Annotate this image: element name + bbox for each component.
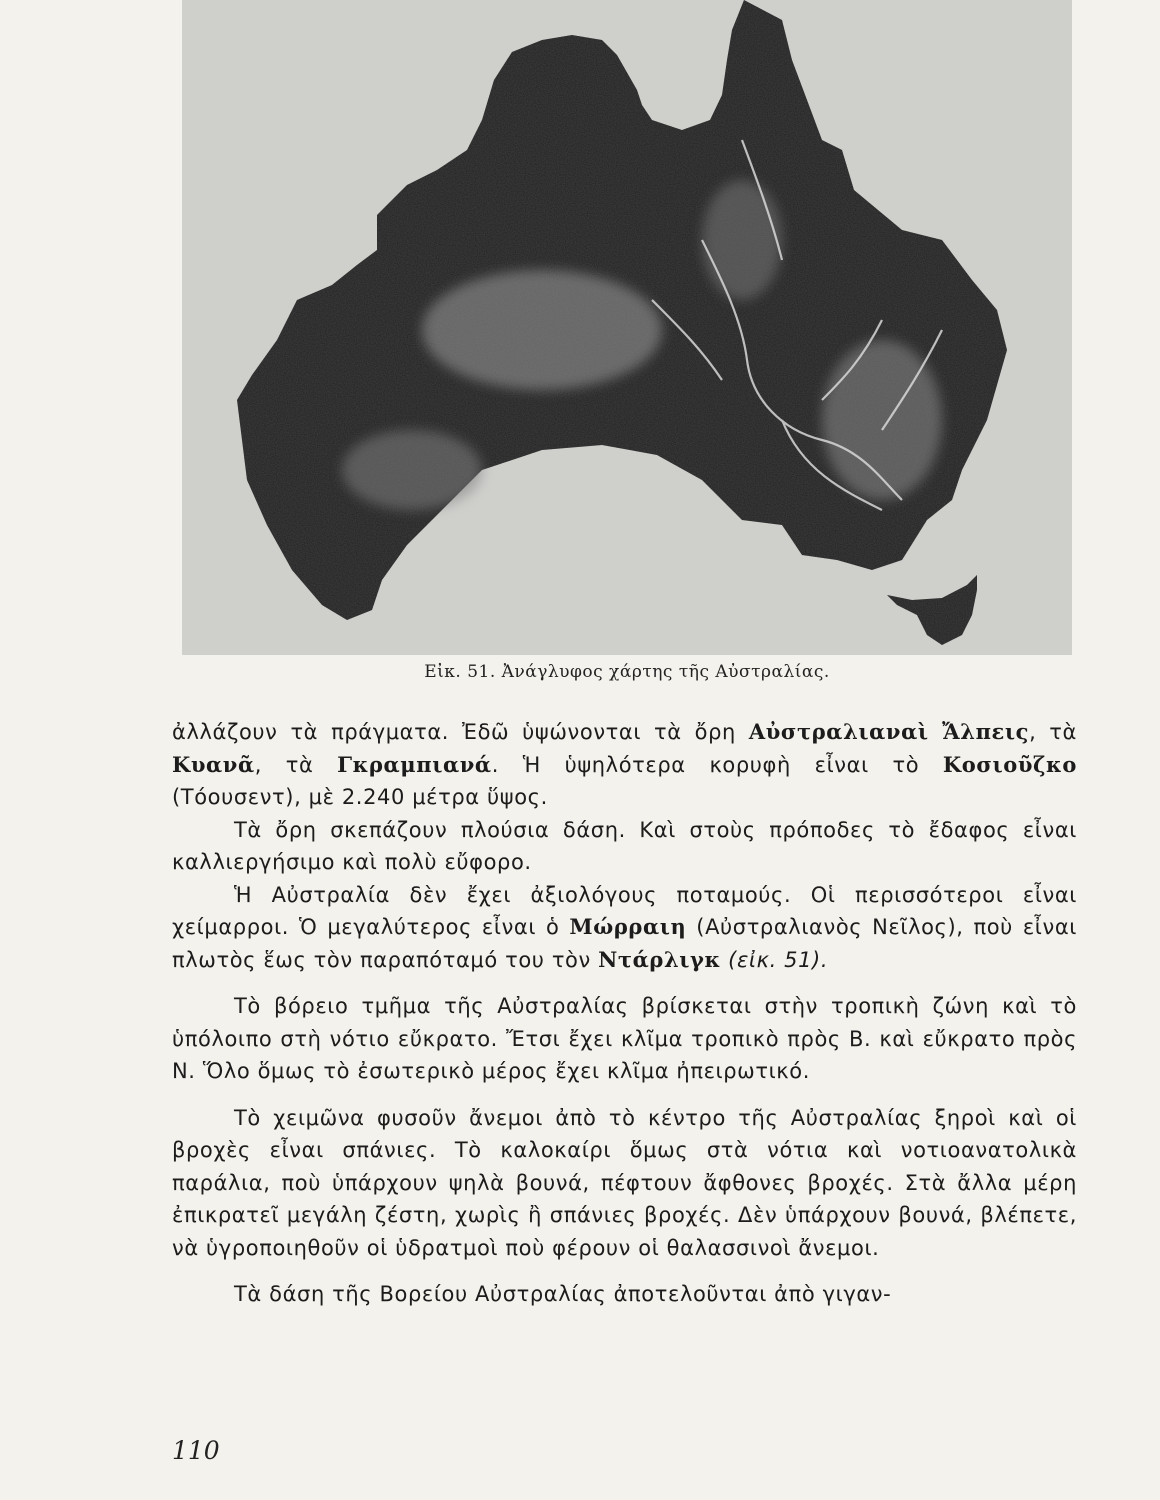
highlight-australian-alps: Αὐστραλιαναὶ Ἄλπεις (748, 719, 1030, 744)
text-run: (Αὐστραλιανὸς Νεῖλος), ποὺ εἶναι πλωτὸς ἕως τὸν παραπόταμό του τὸν (172, 915, 1077, 972)
paragraph-6: Τὰ δάση τῆς Βορείου Αὐστραλίας ἀποτελοῦνται ἀπὸ γιγαν- (234, 1282, 892, 1306)
highlight-blue-mountains: Κυανᾶ (172, 751, 255, 777)
highlight-grampians: Γκραμπιανά (337, 751, 492, 777)
australia-relief-map (182, 0, 1072, 655)
text-run: . Ἡ ὑψηλότερα κορυφὴ εἶναι τὸ (491, 752, 943, 777)
relief-map-figure (182, 0, 1072, 655)
highlight-murray: Μώρραιη (569, 914, 687, 939)
text-run: , τὰ (254, 752, 338, 777)
text-run: (Τόουσεντ), μὲ 2.240 μέτρα ὕψος. (172, 785, 548, 809)
figure-caption: Εἰκ. 51. Ἀνάγλυφος χάρτης τῆς Αὐστραλίας. (424, 662, 830, 682)
text-run: Ἡ Αὐστραλία δὲν ἔχει ἀξιολόγους ποταμούς. Οἱ περισσότεροι εἶναι χείμαρροι. Ὁ μεγαλύτερος εἶναι ὁ (172, 882, 1077, 939)
text-run: , τὰ (1029, 720, 1077, 744)
highlight-darling: Ντάρλιγκ (598, 946, 721, 972)
paragraph-3 (172, 879, 1077, 977)
text-run: ἀλλάζουν τὰ πράγματα. Ἐδῶ ὑψώνονται τὰ ὄρη (172, 720, 749, 744)
highlight-kosciuszko: Κοσιοῦζκο (942, 751, 1077, 777)
paragraph-1 (172, 716, 1077, 814)
figure-reference: (εἰκ. 51). (720, 947, 829, 972)
body-text (172, 716, 1077, 1311)
paragraph-2: Τὰ ὄρη σκεπάζουν πλούσια δάση. Καὶ στοὺς πρόποδες τὸ ἔδαφος εἶναι καλλιεργήσιμο καὶ πολὺ εὔφορο. (172, 817, 1077, 874)
paragraph-4: Τὸ βόρειο τμῆμα τῆς Αὐστραλίας βρίσκεται στὴν τροπικὴ ζώνη καὶ τὸ ὑπόλοιπο στὴ νότιο εὔκρατο. Ἔτσι ἔχει κλῖμα τροπικὸ πρὸς Β. καὶ εὔκρατο πρὸς Ν. Ὅλο ὅμως τὸ ἐσωτερικὸ μέρος ἔχει κλῖμα ἠπειρωτικό. (172, 994, 1077, 1083)
paragraph-5: Τὸ χειμῶνα φυσοῦν ἄνεμοι ἀπὸ τὸ κέντρο τῆς Αὐστραλίας ξηροὶ καὶ οἱ βροχὲς εἶναι σπάνιες. Τὸ καλοκαίρι ὅμως στὰ νότια καὶ νοτιοανατολικὰ παράλια, ποὺ ὑπάρχουν ψηλὰ βουνά, πέφτουν ἄφθονες βροχές. Στὰ ἄλλα μέρη ἐπικρατεῖ μεγάλη ζέστη, χωρὶς ἢ σπάνιες βροχές. Δὲν ὑπάρχουν βουνά, βλέπετε, νὰ ὑγροποιηθοῦν οἱ ὑδρατμοὶ ποὺ φέρουν οἱ θαλασσινοὶ ἄνεμοι. (172, 1105, 1077, 1260)
page-number: 110 (172, 1436, 220, 1465)
